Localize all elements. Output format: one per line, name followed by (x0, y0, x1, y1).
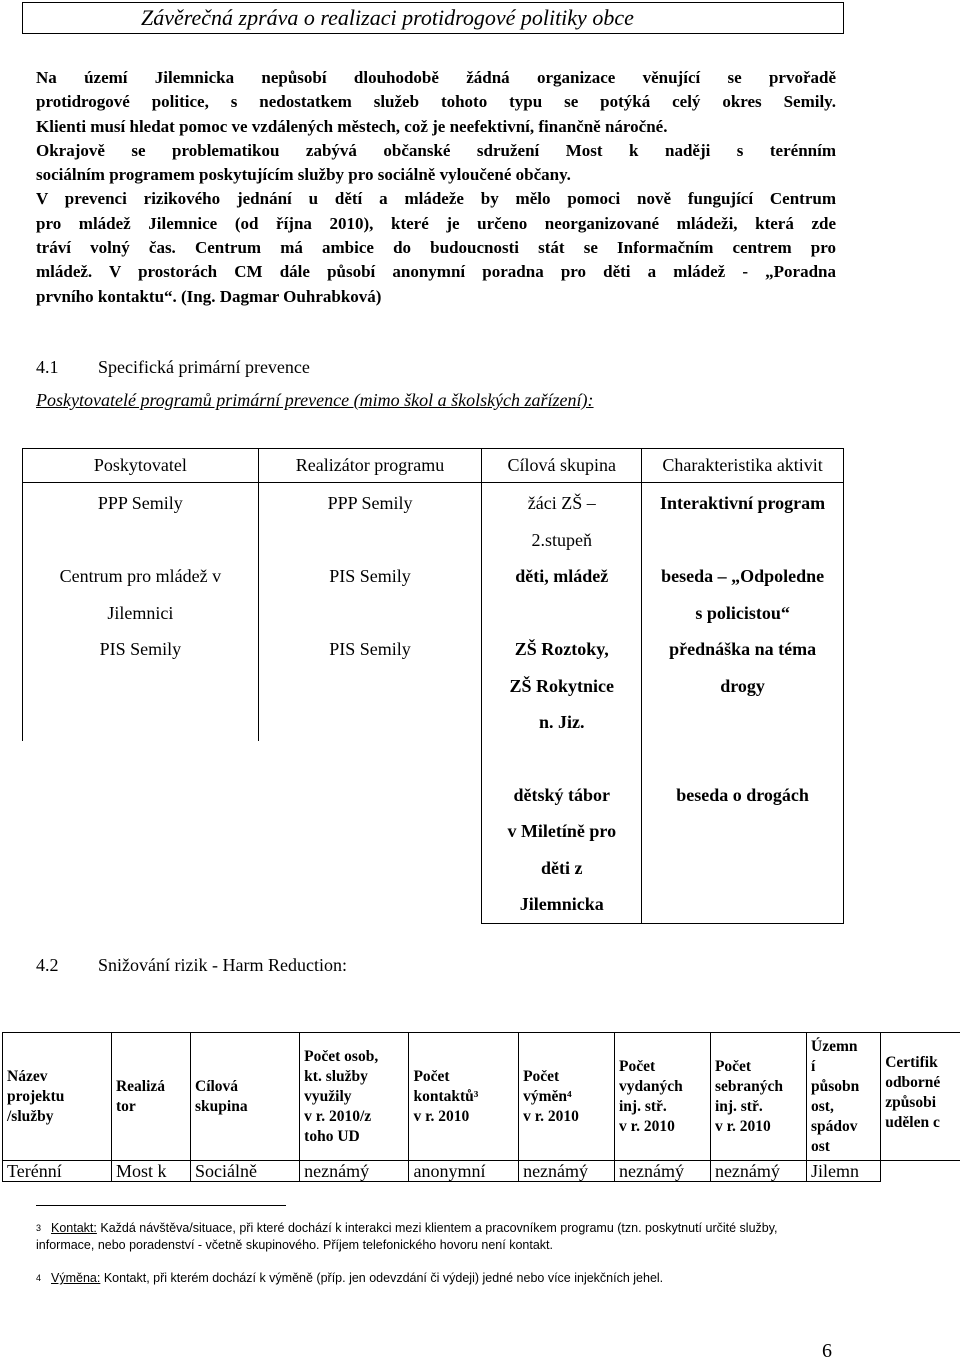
section-title: Snižování rizik - Harm Reduction: (98, 955, 347, 975)
table-cell: neznámý (710, 1161, 806, 1182)
table-cell: Sociálně (191, 1161, 300, 1182)
page-number: 6 (822, 1340, 832, 1363)
table-row (3, 1161, 960, 1182)
column-header: Název projektu /služby (3, 1033, 112, 1161)
table-cell: PIS Semily (258, 558, 482, 631)
intro-line: tráví volný čas. Centrum má ambice do budoucnosti stát se Informačním centrem pro (36, 236, 836, 260)
intro-line: prvního kontaktu“. (Ing. Dagmar Ouhrabková) (36, 285, 836, 309)
intro-line: pro mládež Jilemnice (od října 2010), které je určeno neorganizované mládeži, která zde (36, 212, 836, 236)
table-cell: neznámý (300, 1161, 409, 1182)
table-cell: Most k (111, 1161, 190, 1182)
table-cell: žáci ZŠ – 2.stupeň (482, 483, 642, 559)
table-cell (258, 741, 482, 924)
table-header-row (3, 1033, 960, 1161)
table-cell: Terénní (3, 1161, 112, 1182)
table-cell: dětský tábor v Miletíně pro děti z Jilemnicka (482, 741, 642, 924)
primary-prevention-table (22, 448, 844, 924)
table-cell: přednáška na téma drogy (642, 631, 844, 741)
table-cell: Interaktivní program (642, 483, 844, 559)
table-caption-text: Poskytovatelé programů primární prevence (mimo škol a školských zařízení): (36, 390, 594, 410)
table-cell: neznámý (615, 1161, 711, 1182)
column-header: Poskytovatel (23, 449, 259, 483)
column-header: Cílová skupina (482, 449, 642, 483)
table-row (23, 558, 844, 631)
column-header: Certifik odborné způsobi udělen c (881, 1033, 960, 1161)
table-cell: PPP Semily (258, 483, 482, 559)
table-cell: beseda o drogách (642, 741, 844, 924)
column-header: Charakteristika aktivit (642, 449, 844, 483)
section-title: Specifická primární prevence (98, 357, 310, 377)
intro-line: protidrogové politice, s nedostatkem služeb tohoto typu se potýká celý okres Semily. (36, 90, 836, 114)
table-row (23, 741, 844, 924)
table-row (23, 631, 844, 741)
intro-paragraph (36, 66, 836, 309)
intro-line: Klienti musí hledat pomoc ve vzdálených městech, což je neefektivní, finančně náročné. (36, 115, 836, 139)
page-title: Závěrečná zpráva o realizaci protidrogové politiky obce (22, 2, 844, 34)
column-header: Počet výměn⁴ v r. 2010 (519, 1033, 615, 1161)
harm-reduction-table (2, 1032, 960, 1182)
intro-line: sociálním programem poskytujícím služby pro sociálně vyloučené občany. (36, 163, 836, 187)
footnote-text: Kontakt, při kterém dochází k výměně (příp. jen odevzdání či výdeji) jedné nebo více injekčních jehel. (100, 1271, 663, 1285)
footnote (36, 1220, 836, 1254)
section-heading-4-2 (36, 954, 347, 976)
footnote-number: 3 (36, 1223, 41, 1233)
table-cell (23, 741, 259, 924)
table-cell: PPP Semily (23, 483, 259, 559)
footnote-term: Kontakt: (51, 1221, 97, 1235)
footnote-number: 4 (36, 1273, 41, 1283)
table-cell: děti, mládež (482, 558, 642, 631)
table-cell: Centrum pro mládež v Jilemnici (23, 558, 259, 631)
table-cell: PIS Semily (258, 631, 482, 741)
column-header: Počet kontaktů³ v r. 2010 (409, 1033, 519, 1161)
table-cell (881, 1161, 960, 1182)
table-header-row (23, 449, 844, 483)
section-number: 4.2 (36, 954, 98, 976)
section-number: 4.1 (36, 356, 98, 378)
table-caption (36, 390, 594, 411)
table-cell: Jilemn (807, 1161, 881, 1182)
table-cell: beseda – „Odpoledne s policistou“ (642, 558, 844, 631)
table-cell: ZŠ Roztoky, ZŠ Rokytnice n. Jiz. (482, 631, 642, 741)
footnote-term: Výměna: (51, 1271, 100, 1285)
footnote (36, 1270, 836, 1287)
table-row (23, 483, 844, 559)
footnote-text: Každá návštěva/situace, při které dochází k interakci mezi klientem a pracovníkem programu (tzn. poskytnutí určité služby, informace, nebo poradenství - včetně skupinového. Příjem telefonického hovoru není kontakt. (36, 1221, 778, 1252)
column-header: Počet vydaných inj. stř. v r. 2010 (615, 1033, 711, 1161)
footnote-separator (36, 1205, 286, 1206)
intro-line: V prevenci rizikového jednání u dětí a mládeže by mělo pomoci nově fungující Centrum (36, 187, 836, 211)
intro-line: Okrajově se problematikou zabývá občanské sdružení Most k naději s terénním (36, 139, 836, 163)
column-header: Cílová skupina (191, 1033, 300, 1161)
column-header: Územn í působn ost, spádov ost (807, 1033, 881, 1161)
table-cell: neznámý (519, 1161, 615, 1182)
section-heading-4-1 (36, 356, 310, 378)
intro-line: mládež. V prostorách CM dále působí anonymní poradna pro děti a mládež - „Poradna (36, 260, 836, 284)
table-cell: PIS Semily (23, 631, 259, 741)
column-header: Realizátor programu (258, 449, 482, 483)
intro-line: Na území Jilemnicka nepůsobí dlouhodobě žádná organizace věnující se prvořadě (36, 66, 836, 90)
column-header: Počet sebraných inj. stř. v r. 2010 (710, 1033, 806, 1161)
column-header: Počet osob, kt. služby využily v r. 2010/z toho UD (300, 1033, 409, 1161)
column-header: Realizá tor (111, 1033, 190, 1161)
table-cell: anonymní (409, 1161, 519, 1182)
